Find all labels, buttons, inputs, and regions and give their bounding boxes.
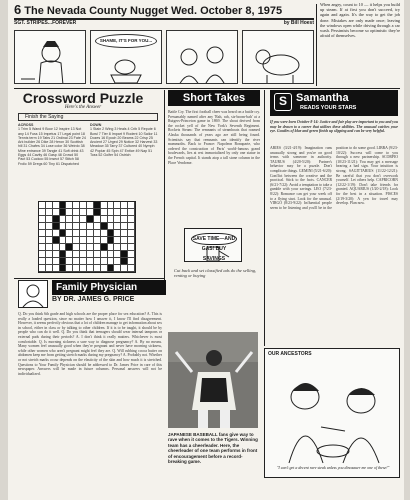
crossword-cell — [73, 202, 80, 209]
crossword-cell — [66, 265, 73, 272]
crossword-subtitle: Here's the Answer — [64, 105, 102, 110]
physician-portrait-icon — [18, 280, 48, 308]
family-physician-text: Q. Do you think 6th grade and high schools are the proper place for sex education? A. This is really a loaded question, since no matter how I answer it, I know I'll find disagreement. However, it seems perfectly obvious that a lot of children manage to get information about sex in school, either in class or by talking to other children. If it is to be taught, it should be by people who can do it well. Q. Do you think that teenagers should wear internal tampons or external pads during their periods? A. I don't think it really matters. Whichever is most comfortable. Q. Is morning sickness a sure way to diagnose pregnancy? A. By no means. Many women feel unusually good when they're pregnant and never have morning sickness, while other women who aren't pregnant might feel they are. Q. Will rubbing cocoa butter on abdomen keep me from getting stretch marks during my pregnancy? A. Probably not. Whether or not stretch marks occur depends on the elasticity of the skin and how much it is stretched. Questions to Your Family Physician should be addressed to Dr. James Price in care of this newspaper. Answers will be made in future columns. Personal answers will not be individualized. — [18, 312, 162, 376]
crossword-cell — [128, 265, 135, 272]
crossword-cell — [80, 216, 87, 223]
crossword-cell — [114, 237, 121, 244]
comic-panel-3 — [166, 30, 238, 84]
savings-ad-tag: SAVE TIME—AND GAS! BUY SAVINGS — [191, 233, 237, 245]
down-clue-text: 1 Stain 2 Wing 3 Heals 4 Crib 5 Repute 6 Bowl 7 Tier 8 Impart 9 Rodent 10 Sailor 11 Dozes 16 Epoch 20 Beams 22 Crisp 25 Ancient 27 Urged 29 Notice 32 Harvest 33 Meadow 35 Tarry 37 Cultured 40 Nymph 42 Poplar 45 Spin 47 Entice 49 Nap 51 Toss 52 Golfer 54 Ostrich — [90, 127, 158, 158]
baseball-fan-photo — [168, 332, 258, 428]
crossword-cell — [60, 244, 67, 251]
crossword-cell — [80, 237, 87, 244]
crossword-cell — [114, 216, 121, 223]
crossword-cell — [94, 223, 101, 230]
crossword-black-cell — [121, 251, 128, 258]
crossword-black-cell — [53, 237, 60, 244]
crossword-cell — [66, 237, 73, 244]
savings-ad-caption: Cut back and set classified ads do the selling, renting or buying — [174, 268, 257, 279]
crossword-black-cell — [101, 223, 108, 230]
crossword-cell — [80, 223, 87, 230]
column-rule-1 — [164, 90, 165, 280]
family-physician-header — [18, 280, 168, 308]
samantha-name: Samantha — [296, 92, 349, 104]
finish-the-saying-box — [18, 113, 158, 121]
crossword-cell — [53, 209, 60, 216]
photo-caption: JAPANESE BASEBALL fans give way to rave when it comes to the Tigers. Winning team has a cheerleader. Here, the cheerleader of one team performs in front of encouragement before a record-breaking game. — [168, 432, 258, 465]
soldier-drawing — [15, 31, 86, 84]
crossword-cell — [121, 237, 128, 244]
crossword-cell — [87, 265, 94, 272]
crossword-cell — [39, 251, 46, 258]
crossword-cell — [39, 216, 46, 223]
crossword-cell — [94, 244, 101, 251]
crossword-cell — [128, 202, 135, 209]
crossword-black-cell — [60, 258, 67, 265]
crossword-cell — [94, 258, 101, 265]
crossword-cell — [121, 223, 128, 230]
crossword-black-cell — [94, 209, 101, 216]
paper-name: The Nevada County Nugget — [24, 5, 168, 17]
crossword-cell — [39, 237, 46, 244]
issue-day: Wed. — [170, 5, 198, 17]
comic-panel-2 — [90, 30, 162, 84]
crossword-cell — [128, 258, 135, 265]
crossword-cell — [108, 258, 115, 265]
crossword-cell — [46, 209, 53, 216]
crossword-black-cell — [108, 230, 115, 237]
down-header: DOWN — [90, 123, 102, 127]
crossword-cell — [94, 265, 101, 272]
crossword-cell — [128, 230, 135, 237]
comic-panel-1 — [14, 30, 86, 84]
crossword-cell — [128, 244, 135, 251]
crossword-cell — [66, 223, 73, 230]
cavemen-drawing — [265, 357, 400, 467]
family-physician-byline: BY DR. JAMES G. PRICE — [52, 296, 135, 303]
ancestors-caption: "I can't get a decent rare steak unless you dinosauer me one of these!" — [276, 465, 390, 470]
crossword-cell — [46, 244, 53, 251]
crossword-cell — [39, 230, 46, 237]
crossword-cell — [87, 230, 94, 237]
comic-title: SGT. STRIPES...FOREVER — [14, 20, 77, 26]
crossword-cell — [108, 202, 115, 209]
crossword-cell — [46, 216, 53, 223]
crossword-cell — [46, 258, 53, 265]
crossword-cell — [53, 251, 60, 258]
crossword-cell — [46, 230, 53, 237]
crossword-cell — [39, 244, 46, 251]
crossword-black-cell — [53, 223, 60, 230]
crossword-cell — [46, 223, 53, 230]
speech-balloon: SHAME, IT'S FOR YOU... — [95, 34, 157, 48]
crossword-grid — [38, 201, 136, 273]
crossword-cell — [46, 237, 53, 244]
crossword-cell — [101, 209, 108, 216]
samantha-header — [270, 90, 398, 116]
crossword-cell — [39, 265, 46, 272]
crossword-black-cell — [53, 216, 60, 223]
crossword-cell — [73, 258, 80, 265]
across-clue-text: 1 Trim 5 Wand 9 Boor 12 Inspire 13 Not any 14 Fuss 15 Impetus 17 Legal point 18 Tennis term 19 Tabs 21 Ordinal 23 Fate 24 Ark builder 26 Dike 28 Heron 30 Scottish hill 31 Chafes 34 Lose color 36 Weirdo 38 Mine entrance 39 Tangle 41 Soft drink 43 Eggs 44 Cavity 46 Gasp 48 Crowd 50 Pact 53 Cuckoo 55 Insect 57 Stitch 58 Frolic 59 Dregs 60 Tiny 61 Dispatched — [18, 127, 86, 166]
crossword-cell — [128, 237, 135, 244]
crossword-cell — [46, 251, 53, 258]
crossword-cell — [80, 244, 87, 251]
horoscope-text: ARIES (3/21-4/19): Imagination runs unusually strong and you're on good terms with someone in authority. TAURUS (4/20-5/20): Partner's behavior may be a puzzle. Don't complicate things. GEMINI (5/21-6/20): Conflict between the creative and the practical. Stick to the facts. CANCER (6/21-7/22): Avoid a temptation to take a gamble with your savings. LEO (7/23-8/22): Romance can get your week off to a flying start. Look for the unusual. VIRGO (8/23-9/22): Influential people seem to be listening and you'll be in the position to do some good. LIBRA (9/23-10/22): Success will come to you through a new partnership. SCORPIO (10/23-11/21): You may get a message bearing a bad sign. Your intuition is strong. SAGITTARIUS (11/22-12/21): Be careful that you don't overwork yourself. Let others help. CAPRICORN (12/22-1/19): Don't take friends for granted. AQUARIUS (1/20-2/18): Look for the best in a situation. PISCES (2/19-3/20): A yen for travel may develop. Plan now. — [270, 146, 398, 210]
crossword-cell — [60, 223, 67, 230]
crossword-cell — [94, 251, 101, 258]
samantha-subtitle: READS YOUR STARS — [300, 105, 357, 111]
short-takes-text: Battle Cry. The first football cheer was heard on a battle cry. Presumably named after any 'Rah, rah, sis-boom-bah' at a Rutgers-Princeton game in 1869. The shout derived from the rocket yell of the New York's Seventh Regiment. Rockets Steam: The remnants of steamboats that roamed Alaska thousands of years ago are still being found. Scientists say that remnants can identify the river mammoths. Back to France: Napoleon Bonaparte, who ordered the construction of Paris' world-famous grand boulevards, lies at rest immortalized by only one statue in the French capital. It stands atop a tall stone column in the Place Vendome. — [168, 110, 260, 165]
crossword-black-cell — [66, 244, 73, 251]
across-clues — [18, 123, 86, 199]
column-rule-top — [316, 4, 317, 86]
crossword-cell — [87, 251, 94, 258]
crossword-cell — [121, 216, 128, 223]
crossword-black-cell — [60, 230, 67, 237]
crossword-cell — [80, 202, 87, 209]
crossword-cell — [128, 251, 135, 258]
crossword-cell — [66, 202, 73, 209]
ancestors-header: OUR ANCESTORS — [268, 351, 312, 357]
crossword-cell — [121, 244, 128, 251]
crossword-cell — [39, 209, 46, 216]
crossword-cell — [66, 209, 73, 216]
crossword-cell — [66, 216, 73, 223]
crossword-cell — [73, 244, 80, 251]
crossword-cell — [128, 216, 135, 223]
dog-drawing — [243, 31, 314, 84]
crossword-cell — [66, 230, 73, 237]
page-number: 6 — [14, 2, 22, 17]
crossword-black-cell — [101, 244, 108, 251]
samantha-badge: S — [274, 93, 292, 111]
crossword-cell — [94, 237, 101, 244]
comic-byline: by Bill Hoest — [283, 20, 314, 26]
short-takes-title: Short Takes — [168, 90, 260, 106]
crossword-cell — [87, 258, 94, 265]
crossword-cell — [108, 216, 115, 223]
crossword-cell — [39, 202, 46, 209]
crossword-cell — [46, 265, 53, 272]
crossword-cell — [73, 251, 80, 258]
crossword-cell — [53, 230, 60, 237]
crossword-cell — [53, 265, 60, 272]
crossword-cell — [101, 251, 108, 258]
crossword-cell — [114, 258, 121, 265]
crossword-cell — [87, 202, 94, 209]
crossword-cell — [114, 209, 121, 216]
crossword-cell — [80, 251, 87, 258]
crossword-cell — [53, 244, 60, 251]
crossword-cell — [80, 209, 87, 216]
crossword-cell — [128, 223, 135, 230]
crossword-cell — [128, 209, 135, 216]
crossword-cell — [73, 223, 80, 230]
crossword-cell — [108, 251, 115, 258]
crossword-black-cell — [87, 216, 94, 223]
crossword-cell — [94, 216, 101, 223]
crossword-black-cell — [60, 202, 67, 209]
crossword-black-cell — [108, 237, 115, 244]
crossword-cell — [80, 230, 87, 237]
comic-strip — [14, 20, 314, 86]
crossword-cell — [39, 258, 46, 265]
our-ancestors-cartoon — [264, 348, 400, 478]
comic-panel-4 — [242, 30, 314, 84]
crossword-cell — [73, 209, 80, 216]
crossword-cell — [101, 230, 108, 237]
crossword-cell — [60, 216, 67, 223]
masthead — [14, 2, 314, 18]
crossword-black-cell — [94, 202, 101, 209]
crossword-cell — [66, 258, 73, 265]
down-clues — [90, 123, 158, 199]
crossword-black-cell — [108, 265, 115, 272]
crossword-cell — [121, 265, 128, 272]
crossword-cell — [114, 244, 121, 251]
crossword-cell — [108, 244, 115, 251]
crossword-black-cell — [60, 251, 67, 258]
column-rule-2 — [264, 90, 265, 346]
crossword-cell — [94, 230, 101, 237]
crossword-cell — [73, 265, 80, 272]
crossword-cell — [114, 223, 121, 230]
crossword-cell — [101, 265, 108, 272]
reasons-column: When angry, count to 10 — it helps you build up steam. If at first you don't succeed, try again and again. It's the way to get the job done. Mistakes are only made once; leaving the windows open while driving through a car wash. Pessimists become so optimistic they're afraid of themselves. — [320, 2, 400, 39]
crossword-cell — [73, 230, 80, 237]
crossword-cell — [114, 251, 121, 258]
crossword-cell — [114, 230, 121, 237]
issue-date: October 8, 1975 — [200, 5, 283, 17]
crossword-cell — [87, 209, 94, 216]
crossword-cell — [60, 237, 67, 244]
pump-drawing — [185, 245, 243, 265]
crossword-cell — [87, 244, 94, 251]
across-header: ACROSS — [18, 123, 34, 127]
crossword-cell — [73, 216, 80, 223]
crossword-cell — [121, 230, 128, 237]
crossword-black-cell — [121, 258, 128, 265]
crossword-cell — [87, 237, 94, 244]
crossword-cell — [101, 237, 108, 244]
section-rule — [14, 88, 400, 89]
crossword-black-cell — [60, 209, 67, 216]
horoscope-intro: If you were born October 8-14: Justice and fair play are important to you and you may be drawn to a career that utilizes these abilities. The unusual catches your eye. Goodies of blue and green finish up slipping and can be very helpful. — [270, 120, 398, 134]
crossword-cell — [101, 202, 108, 209]
crossword-title: Crossword Puzzle — [22, 90, 144, 106]
newspaper-page — [8, 0, 404, 500]
crossword-cell — [101, 258, 108, 265]
crossword-cell — [121, 209, 128, 216]
characters-drawing — [167, 31, 238, 84]
crossword-cell — [46, 202, 53, 209]
family-physician-title: Family Physician — [52, 280, 166, 295]
crossword-cell — [53, 258, 60, 265]
crossword-cell — [121, 202, 128, 209]
crossword-cell — [39, 223, 46, 230]
crossword-cell — [101, 216, 108, 223]
crossword-cell — [80, 258, 87, 265]
crossword-cell — [108, 209, 115, 216]
crossword-cell — [87, 223, 94, 230]
finish-label: Finish the Saying — [25, 114, 64, 120]
family-rule — [14, 278, 164, 279]
crossword-cell — [73, 237, 80, 244]
savings-bond-ad — [184, 228, 242, 262]
crossword-cell — [53, 202, 60, 209]
crossword-cell — [114, 265, 121, 272]
crossword-cell — [66, 251, 73, 258]
crossword-cell — [80, 265, 87, 272]
crossword-cell — [114, 202, 121, 209]
crossword-black-cell — [60, 265, 67, 272]
crossword-cell — [108, 223, 115, 230]
